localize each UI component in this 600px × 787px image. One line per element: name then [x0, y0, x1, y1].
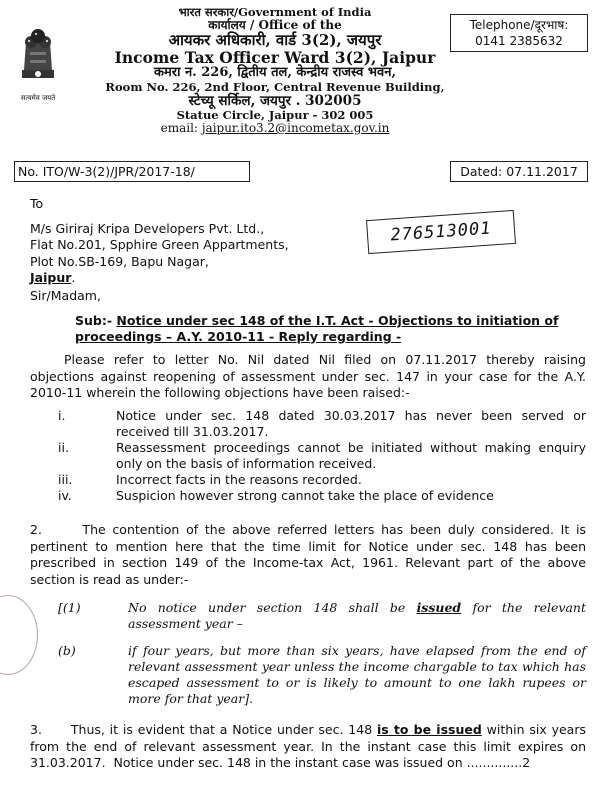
list-item-text: Notice under sec. 148 dated 30.03.2017 has never been served or received till 31.03.2017.	[116, 408, 586, 439]
address-city-suffix: .	[71, 270, 76, 285]
to-label: To	[30, 196, 44, 211]
paragraph-1-text: Please refer to letter No. Nil dated Nil filed on 07.11.2017 thereby raising objections against reopening of assessment under sec. 147 in your case for the A.Y. 2010-11 wherein the following objections have been raised:-	[30, 352, 586, 400]
ashoka-emblem-icon	[14, 12, 62, 92]
clause-1-after: for the relevant assessment year –	[128, 600, 586, 631]
city-english: Statue Circle, Jaipur - 302 005	[176, 108, 374, 122]
reference-number: No. ITO/W-3(2)/JPR/2017-18/	[14, 161, 250, 182]
govt-line: भारत सरकार/Government of India	[178, 5, 372, 19]
address-english: Room No. 226, 2nd Floor, Central Revenue Building,	[105, 80, 445, 95]
list-item-text: Suspicion however strong cannot take the place of evidence	[116, 488, 494, 503]
national-emblem	[14, 12, 62, 104]
office-english: Income Tax Officer Ward 3(2), Jaipur	[114, 48, 436, 68]
paragraph-2: 2. The contention of the above referred letters has been duly considered. It is pertinent to mention here that the time limit for Notice under sec. 148 has been prescribed in section 149 of the Income-tax Act, 1961. Relevant part of the above section is read as under:-	[30, 522, 590, 587]
letterhead	[0, 0, 600, 150]
paragraph-1	[30, 352, 586, 402]
clause-1-number: [(1)	[58, 600, 81, 615]
paragraph-3-emphasis: is to be issued	[376, 722, 482, 737]
quoted-clause-2	[58, 643, 586, 707]
list-item	[58, 440, 586, 472]
paragraph-3-before: 3. Thus, it is evident that a Notice under sec. 148	[30, 722, 377, 737]
quoted-clause-1	[58, 600, 586, 632]
recipient-address	[30, 196, 289, 287]
paragraph-3-after: within six years from the end of relevant assessment year. In the instant case this limit expires on 31.03.2017. Notice under sec. 148 in the instant case was issued on ..............2	[30, 722, 590, 770]
subject-label: Sub:-	[75, 313, 117, 328]
office-seal-stamp	[0, 595, 38, 675]
address-line-2: Flat No.201, Spphire Green Appartments,	[30, 237, 289, 252]
clause-2-number: (b)	[58, 643, 76, 658]
telephone-number: 0141 2385632	[475, 34, 563, 49]
list-item	[58, 408, 586, 440]
salutation: Sir/Madam,	[30, 288, 101, 303]
telephone-box	[450, 14, 588, 52]
clause-2-text: if four years, but more than six years, have elapsed from the end of relevant assessment year unless the income chargable to tax which has escaped assessment to or is likely to amount to one lakh rupees or more for that year].	[128, 643, 586, 706]
paragraph-3	[30, 722, 590, 772]
reference-date: Dated: 07.11.2017	[450, 161, 588, 182]
list-item-number: ii.	[58, 440, 69, 455]
handwritten-number: 276513001	[366, 210, 516, 254]
reference-row	[14, 161, 588, 182]
clause-1-emphasis: issued	[416, 600, 462, 615]
list-item	[58, 472, 586, 488]
office-of-line: कार्यालय / Office of the	[208, 17, 342, 32]
emblem-caption: सत्यमेव जयते	[20, 94, 56, 102]
subject-text: Notice under sec 148 of the I.T. Act - Objections to initiation of proceedings – A.Y. 2010-11 - Reply regarding -	[75, 313, 559, 344]
address-city: Jaipur	[30, 270, 72, 285]
list-item-text: Reassessment proceedings cannot be initiated without making enquiry only on the basis of information received.	[116, 440, 586, 471]
list-item-text: Incorrect facts in the reasons recorded.	[116, 472, 362, 487]
list-item-number: i.	[58, 408, 66, 423]
address-hindi: कमरा न. 226, द्वितीय तल, केन्द्रीय राजस्व भवन,	[154, 65, 396, 81]
city-hindi: स्टेच्यू सर्किल, जयपुर . 302005	[188, 92, 362, 109]
list-item-number: iv.	[58, 488, 72, 503]
email-link[interactable]: jaipur.ito3.2@incometax.gov.in	[201, 120, 390, 135]
email-label: email:	[160, 120, 202, 135]
office-hindi: आयकर अधिकारी, वार्ड 3(2), जयपुर	[168, 31, 382, 50]
telephone-label: Telephone/दूरभाष:	[469, 18, 569, 32]
address-line-3: Plot No.SB-169, Bapu Nagar,	[30, 253, 209, 269]
clause-1-before: No notice under section 148 shall be	[128, 600, 417, 615]
subject-line	[75, 313, 585, 345]
office-heading	[60, 6, 490, 135]
clause-1-text	[128, 600, 586, 632]
email-line	[60, 122, 490, 135]
address-line-1: M/s Giriraj Kripa Developers Pvt. Ltd.,	[30, 220, 265, 236]
list-item-number: iii.	[58, 472, 73, 487]
objections-list	[58, 408, 586, 504]
address-city-line	[30, 270, 289, 287]
list-item	[58, 488, 586, 504]
